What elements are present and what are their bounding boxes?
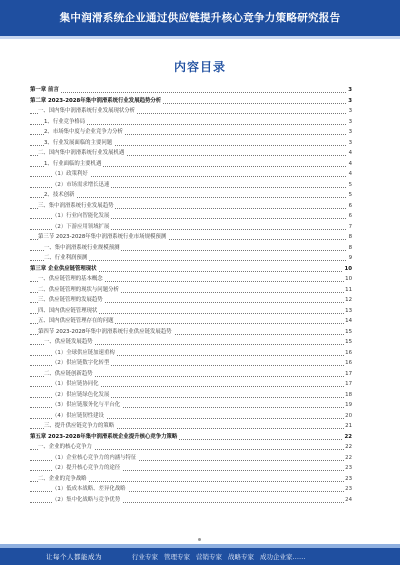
toc-entry-page: 4 xyxy=(348,159,352,170)
toc-entry-page: 7 xyxy=(348,222,352,233)
toc-leader-dots xyxy=(30,92,346,93)
toc-entry-text: 四、国内供应链管理现状 xyxy=(38,307,98,314)
toc-entry[interactable] xyxy=(30,306,352,317)
toc-entry[interactable] xyxy=(30,285,352,296)
toc-entry[interactable] xyxy=(30,232,352,243)
toc-entry[interactable] xyxy=(30,159,352,170)
footer-role: 行业专家 xyxy=(132,553,158,561)
toc-entry[interactable] xyxy=(30,253,352,264)
toc-entry-page: 8 xyxy=(348,232,352,243)
toc-entry-page: 23 xyxy=(344,474,352,485)
toc-entry[interactable] xyxy=(30,96,352,107)
page-marker xyxy=(198,538,201,541)
toc-entry-text: （2）供应链绿色化发展 xyxy=(52,391,110,398)
toc-entry-page: 23 xyxy=(344,463,352,474)
toc-entry[interactable] xyxy=(30,138,352,149)
toc-entry[interactable] xyxy=(30,117,352,128)
toc-entry-page: 20 xyxy=(344,411,352,422)
footer-role: 战略专家 xyxy=(228,553,254,561)
toc-entry-text: （2）集中化战略与竞争优势 xyxy=(52,496,121,503)
toc-entry[interactable] xyxy=(30,463,352,474)
toc-entry-page: 12 xyxy=(344,295,352,306)
toc-entry-page: 4 xyxy=(348,169,352,180)
toc-entry-page: 24 xyxy=(344,495,352,506)
toc-entry-text: 一、供应链管理的基本概念 xyxy=(38,276,103,282)
toc-entry-page: 10 xyxy=(343,264,352,275)
toc-entry-text: 3、行业发展面临的主要问题 xyxy=(44,139,113,146)
toc-entry-text: （4）供应链韧性建设 xyxy=(52,412,104,419)
toc-entry-page: 22 xyxy=(344,442,352,453)
toc-entry[interactable] xyxy=(30,432,352,443)
toc-entry-text: 第三节 2023-2028年集中润滑系统行业市场规模预测 xyxy=(38,234,167,240)
toc-entry-text: （1）行业向智能化发展 xyxy=(52,213,110,219)
toc-entry-page: 5 xyxy=(348,190,352,201)
toc-entry-text: 二、供应链管理的现状与问题分析 xyxy=(38,286,119,293)
toc-entry-text: （2）下游应用领域扩展 xyxy=(52,223,110,230)
toc-entry[interactable] xyxy=(30,201,352,212)
toc-entry-page: 3 xyxy=(348,127,352,138)
table-of-contents xyxy=(30,85,352,505)
report-header xyxy=(0,0,400,36)
toc-entry-page: 5 xyxy=(348,180,352,191)
toc-entry-page: 14 xyxy=(344,316,352,327)
toc-entry-text: 第一章 前言 xyxy=(30,87,59,93)
toc-entry-text: 三、提升供应链竞争力的策略 xyxy=(44,423,115,429)
toc-entry-page: 17 xyxy=(344,379,352,390)
report-footer xyxy=(0,548,400,565)
toc-entry[interactable] xyxy=(30,106,352,117)
toc-entry[interactable] xyxy=(30,421,352,432)
toc-entry-page: 9 xyxy=(348,253,352,264)
footer-role: 管理专家 xyxy=(164,553,190,561)
toc-entry-page: 3 xyxy=(347,96,352,107)
toc-entry[interactable] xyxy=(30,211,352,222)
toc-entry-text: 2、市场集中度与企业竞争力分析 xyxy=(44,129,123,135)
toc-entry[interactable] xyxy=(30,264,352,275)
toc-entry-page: 21 xyxy=(344,421,352,432)
toc-title: 内容目录 xyxy=(173,60,226,74)
toc-entry-text: 一、供应链发展趋势 xyxy=(44,339,93,345)
toc-entry-text: （2）供应链数字化转型 xyxy=(52,360,110,366)
toc-entry[interactable] xyxy=(30,495,352,506)
toc-entry-page: 15 xyxy=(344,327,352,338)
toc-entry-page: 22 xyxy=(343,432,352,443)
toc-entry-text: 二、行业利润预测 xyxy=(44,255,88,261)
toc-entry-text: 二、企业的竞争战略 xyxy=(38,475,87,482)
footer-slogan: 让每个人都能成为 xyxy=(46,553,102,561)
toc-entry[interactable] xyxy=(30,400,352,411)
toc-entry[interactable] xyxy=(30,169,352,180)
toc-entry[interactable] xyxy=(30,180,352,191)
toc-entry[interactable] xyxy=(30,148,352,159)
toc-entry-text: 1、行业竞争格局 xyxy=(44,118,86,125)
toc-entry-page: 3 xyxy=(348,106,352,117)
toc-entry-text: 二、国内集中润滑系统行业发展机遇 xyxy=(38,150,125,156)
toc-entry[interactable] xyxy=(30,222,352,233)
toc-entry[interactable] xyxy=(30,358,352,369)
toc-entry[interactable] xyxy=(30,127,352,138)
toc-entry[interactable] xyxy=(30,190,352,201)
toc-entry-text: 一、国内集中润滑系统行业发展现状分析 xyxy=(38,108,136,114)
footer-roles xyxy=(132,552,306,561)
toc-entry-text: 2、技术创新 xyxy=(44,192,75,198)
toc-entry[interactable] xyxy=(30,379,352,390)
toc-entry-page: 16 xyxy=(344,348,352,359)
toc-entry-text: 三、供应链管理的发展趋势 xyxy=(38,297,103,303)
toc-entry-page: 16 xyxy=(344,358,352,369)
toc-entry[interactable] xyxy=(30,474,352,485)
toc-entry[interactable] xyxy=(30,390,352,401)
toc-entry-text: （1）低成本战略、差异化战略 xyxy=(52,486,126,492)
toc-entry-page: 15 xyxy=(344,337,352,348)
toc-entry-text: （2）提升核心竞争力的途径 xyxy=(52,465,121,471)
toc-entry-page: 19 xyxy=(344,400,352,411)
toc-entry-text: （1）全球供应链加速重构 xyxy=(52,349,115,356)
toc-entry[interactable] xyxy=(30,411,352,422)
toc-entry-page: 4 xyxy=(348,148,352,159)
toc-entry-text: 第四节 2023-2028年集中润滑系统行业供应链发展趋势 xyxy=(38,328,172,335)
toc-entry[interactable] xyxy=(30,85,352,96)
footer-role: 成功企业家…… xyxy=(260,553,306,561)
toc-entry-page: 17 xyxy=(344,369,352,380)
toc-entry-text: （3）供应链服务化与平台化 xyxy=(52,402,121,408)
toc-entry-text: 二、供应链创新趋势 xyxy=(44,370,93,377)
toc-entry[interactable] xyxy=(30,243,352,254)
footer-role: 营销专家 xyxy=(196,553,222,561)
toc-entry[interactable] xyxy=(30,453,352,464)
toc-entry[interactable] xyxy=(30,274,352,285)
toc-entry[interactable] xyxy=(30,348,352,359)
toc-entry-page: 10 xyxy=(344,274,352,285)
toc-entry-page: 13 xyxy=(344,306,352,317)
toc-entry-text: 1、行业面临的主要机遇 xyxy=(44,160,102,167)
toc-entry-text: 第五章 2023-2028年集中润滑系统企业提升核心竞争力策略 xyxy=(30,433,178,440)
toc-entry-page: 3 xyxy=(348,138,352,149)
toc-entry[interactable] xyxy=(30,484,352,495)
report-title: 集中润滑系统企业通过供应链提升核心竞争力策略研究报告 xyxy=(59,12,341,24)
toc-entry-text: （1）供应链协同化 xyxy=(52,381,99,387)
toc-entry-text: 一、企业的核心竞争力 xyxy=(38,444,92,450)
toc-entry[interactable] xyxy=(30,316,352,327)
toc-entry-page: 6 xyxy=(348,201,352,212)
toc-entry-text: （1）企业核心竞争力的内涵与特征 xyxy=(52,454,137,461)
toc-entry-text: 五、国内供应链管理存在的问题 xyxy=(38,318,114,324)
toc-entry-page: 6 xyxy=(348,211,352,222)
toc-entry-page: 23 xyxy=(344,484,352,495)
toc-entry-text: 一、集中润滑系统行业规模预测 xyxy=(44,244,120,251)
toc-entry-text: （2）市场需求增长迅速 xyxy=(52,181,110,188)
toc-entry-page: 8 xyxy=(348,243,352,254)
toc-entry-page: 3 xyxy=(347,85,352,96)
header-divider xyxy=(0,36,400,39)
toc-entry[interactable] xyxy=(30,369,352,380)
toc-entry[interactable] xyxy=(30,295,352,306)
toc-entry[interactable] xyxy=(30,327,352,338)
toc-leader-dots xyxy=(30,197,346,198)
toc-entry-page: 22 xyxy=(344,453,352,464)
toc-entry[interactable] xyxy=(30,337,352,348)
toc-entry-page: 18 xyxy=(344,390,352,401)
toc-entry-page: 3 xyxy=(348,117,352,128)
toc-entry-text: （1）政策利好 xyxy=(52,171,88,177)
toc-entry[interactable] xyxy=(30,442,352,453)
toc-entry-text: 第三章 企业供应链管理现状 xyxy=(30,265,97,272)
toc-entry-page: 11 xyxy=(344,285,352,296)
toc-entry-text: 第二章 2023-2028年集中润滑系统行业发展趋势分析 xyxy=(30,97,162,104)
toc-entry-text: 三、集中润滑系统行业发展趋势 xyxy=(38,202,114,209)
